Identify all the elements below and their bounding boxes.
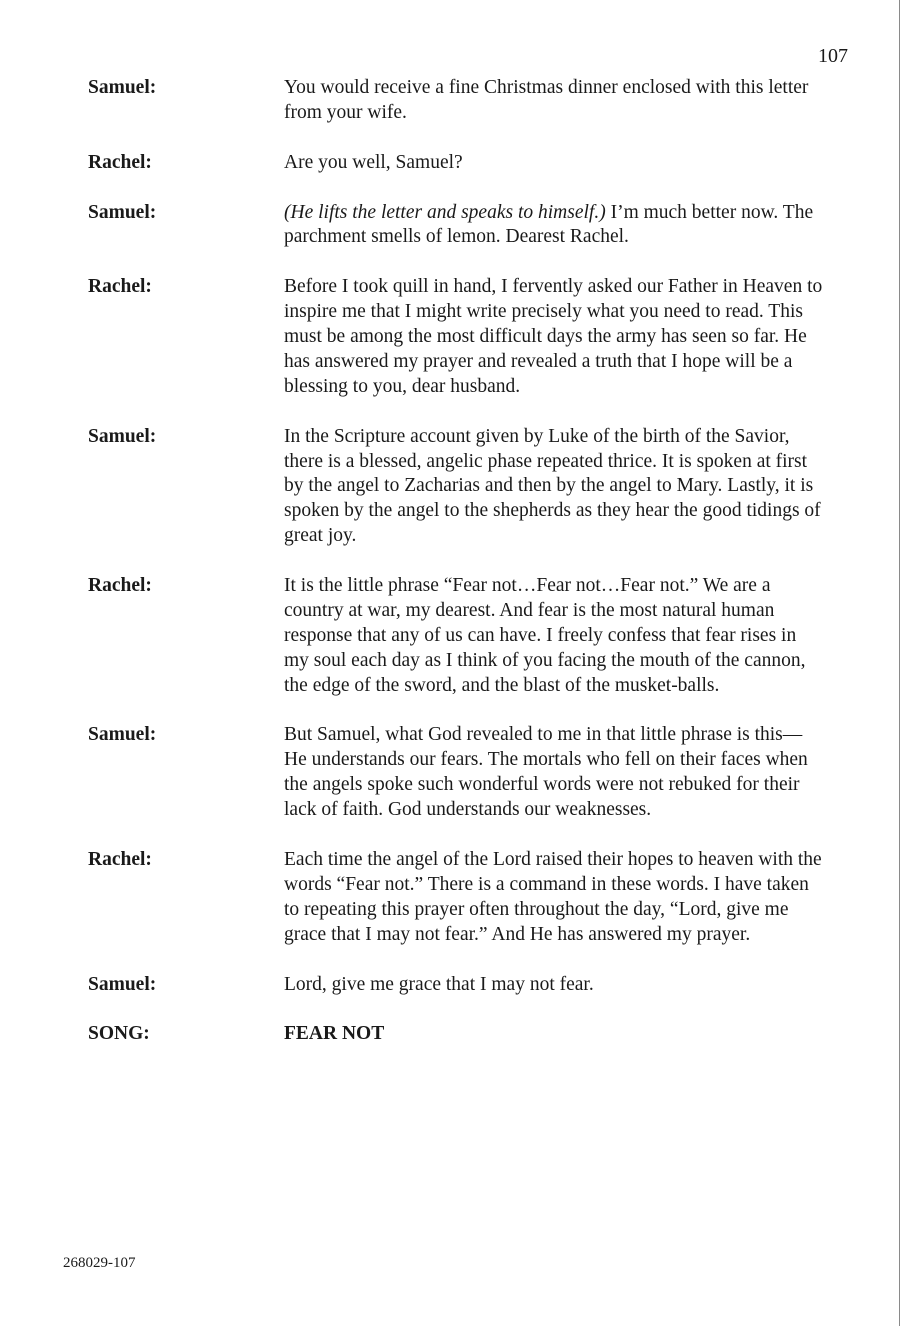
song-title: FEAR NOT (284, 1023, 385, 1045)
speaker-name: Samuel: (88, 77, 157, 98)
song-entry (88, 1022, 828, 1047)
song-label: SONG: (88, 1023, 150, 1045)
speaker-name: Rachel: (88, 848, 152, 870)
footer-catalog-code: 268029-107 (63, 1255, 136, 1271)
dialogue-line: Each time the angel of the Lord raised their hopes to heaven with the words “Fear not.” There is a command in these words. I have taken to repeating this prayer often throughout the day, “Lord, give me grace that I may not fear.” And He has answered my prayer. (284, 848, 822, 945)
dialogue-entry (88, 848, 828, 948)
dialogue-line: In the Scripture account given by Luke of the birth of the Savior, there is a blessed, angelic phase repeated thrice. It is spoken at first by the angel to Zacharias and then by the angel to Mary. Lastly, it is spoken by the angel to the shepherds as they hear the good tidings of great joy. (284, 425, 821, 547)
script-dialogue (88, 76, 828, 1072)
speaker-name: Rachel: (88, 575, 152, 597)
dialogue-entry (88, 973, 828, 998)
speaker-name: Samuel: (88, 973, 157, 995)
dialogue-line (284, 201, 824, 251)
page-number: 107 (818, 45, 848, 67)
stage-direction: (He lifts the letter and speaks to himself.) (284, 201, 606, 223)
dialogue-entry (88, 723, 828, 823)
speaker-name: Samuel: (88, 425, 157, 447)
speaker-name: Samuel: (88, 724, 157, 746)
dialogue-entry (88, 76, 828, 126)
dialogue-entry (88, 201, 828, 251)
dialogue-entry (88, 275, 828, 400)
dialogue-entry (88, 574, 828, 699)
dialogue-line: Are you well, Samuel? (284, 151, 463, 173)
dialogue-line: But Samuel, what God revealed to me in that little phrase is this—He understands our fears. The mortals who fell on their faces when the angels spoke such wonderful words were not rebuked for their lack of faith. God understands our weaknesses. (284, 724, 808, 821)
dialogue-line: Before I took quill in hand, I fervently asked our Father in Heaven to inspire me that I might write precisely what you need to read. This must be among the most difficult days the army has seen so far. He has answered my prayer and revealed a truth that I hope will be a blessing to you, dear husband. (284, 276, 823, 397)
speaker-name: Rachel: (88, 276, 152, 298)
dialogue-line: It is the little phrase “Fear not…Fear not…Fear not.” We are a country at war, my dearest. And fear is the most natural human response that any of us can have. I freely confess that fear rises in my soul each day as I think of you facing the mouth of the cannon, the edge of the sword, and the blast of the musket-balls. (284, 575, 806, 696)
dialogue-entry (88, 425, 828, 550)
dialogue-line: Lord, give me grace that I may not fear. (284, 973, 594, 995)
speaker-name: Samuel: (88, 201, 157, 223)
speaker-name: Rachel: (88, 151, 152, 173)
dialogue-entry (88, 151, 828, 176)
dialogue-line: You would receive a fine Christmas dinner enclosed with this letter from your wife. (284, 77, 809, 123)
dialogue-text: I’m much better now. The parchment smells of lemon. Dearest Rachel. (284, 201, 814, 248)
